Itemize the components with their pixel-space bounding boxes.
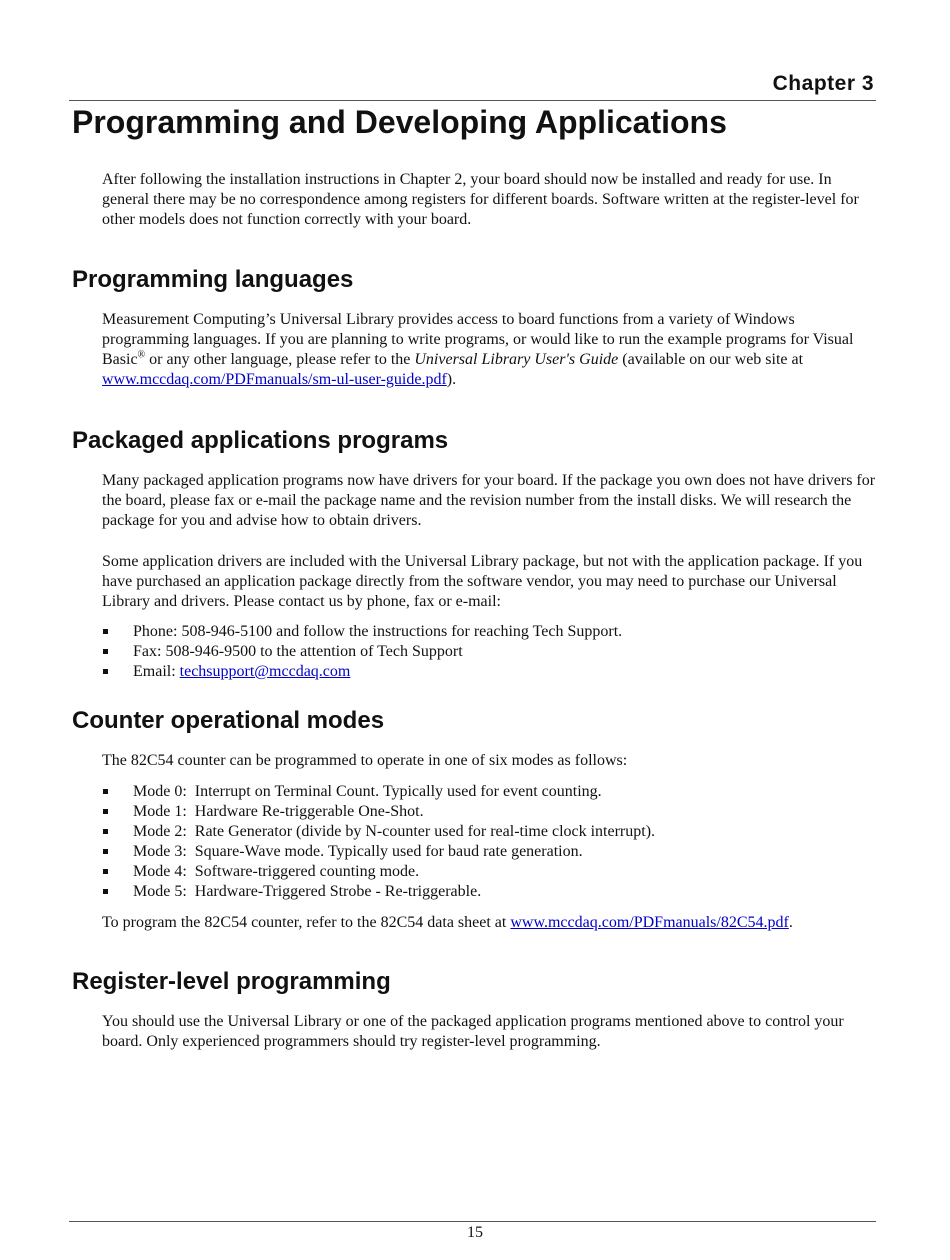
mode-text: Mode 3: Square-Wave mode. Typically used for baud rate generation. [133, 843, 583, 860]
counter-modes-intro: The 82C54 counter can be programmed to operate in one of six modes as follows: [102, 752, 628, 769]
bullet-square-icon [103, 849, 108, 854]
heading-register-level: Register-level programming [72, 968, 391, 995]
contact-phone-text: Phone: 508-946-5100 and follow the instructions for reaching Tech Support. [133, 623, 623, 640]
ul-guide-link[interactable]: www.mccdaq.com/PDFmanuals/sm-ul-user-guide.pdf [102, 371, 447, 388]
mode-text: Mode 1: Hardware Re-triggerable One-Shot. [133, 803, 424, 820]
bullet-square-icon [103, 629, 108, 634]
registered-mark: ® [137, 349, 146, 361]
chapter-title: Programming and Developing Applications [72, 104, 727, 140]
pl-text-3: (available on our web site at [618, 351, 804, 368]
contact-email [102, 662, 877, 682]
bullet-square-icon [103, 809, 108, 814]
heading-counter-modes: Counter operational modes [72, 707, 385, 734]
pl-text-1: Measurement Computing’s Universal Library provides access to board functions from a variety of Windows programming languages. If you are planning to write programs, or would like to run the example programs for Visual Basic [102, 311, 854, 368]
datasheet-period: . [788, 914, 793, 931]
mode-text: Mode 5: Hardware-Triggered Strobe - Re-triggerable. [133, 883, 482, 900]
contact-list [102, 622, 877, 682]
intro-paragraph: After following the installation instructions in Chapter 2, your board should now be installed and ready for use. In general there may be no correspondence among registers for different boards. Software written at the register-level for other models does not function correctly with your board. [102, 171, 859, 228]
programming-languages-paragraph [102, 310, 877, 390]
pl-text-2: or any other language, please refer to the [145, 351, 415, 368]
heading-packaged-applications: Packaged applications programs [72, 427, 449, 454]
footer-rule [69, 1221, 876, 1222]
datasheet-link[interactable]: www.mccdaq.com/PDFmanuals/82C54.pdf [510, 914, 789, 931]
bullet-square-icon [103, 829, 108, 834]
bullet-square-icon [103, 889, 108, 894]
bullet-square-icon [103, 869, 108, 874]
mode-item [102, 822, 877, 842]
mode-item [102, 782, 877, 802]
bullet-square-icon [103, 669, 108, 674]
contact-email-label: Email: [133, 663, 180, 680]
contact-phone [102, 622, 877, 642]
counter-datasheet-paragraph [102, 913, 877, 933]
bullet-square-icon [103, 649, 108, 654]
ul-users-guide-title: Universal Library User's Guide [414, 351, 619, 368]
pl-text-4: ). [446, 371, 457, 388]
counter-modes-list [102, 782, 877, 902]
mode-item [102, 842, 877, 862]
mode-item [102, 802, 877, 822]
contact-fax [102, 642, 877, 662]
bullet-square-icon [103, 789, 108, 794]
mode-item [102, 882, 877, 902]
mode-text: Mode 2: Rate Generator (divide by N-counter used for real-time clock interrupt). [133, 823, 656, 840]
datasheet-text: To program the 82C54 counter, refer to the 82C54 data sheet at [102, 914, 511, 931]
mode-item [102, 862, 877, 882]
register-level-paragraph: You should use the Universal Library or one of the packaged application programs mentioned above to control your board. Only experienced programmers should try register-level programming. [102, 1013, 844, 1050]
contact-fax-text: Fax: 508-946-9500 to the attention of Tech Support [133, 643, 463, 660]
email-link[interactable]: techsupport@mccdaq.com [179, 663, 351, 680]
page-number: 15 [467, 1224, 483, 1241]
mode-text: Mode 4: Software-triggered counting mode. [133, 863, 420, 880]
heading-programming-languages: Programming languages [72, 266, 354, 293]
chapter-label: Chapter 3 [772, 72, 874, 95]
packaged-apps-paragraph-2: Some application drivers are included with the Universal Library package, but not with the application package. If you have purchased an application package directly from the software vendor, you may need to purchase our Universal Library and drivers. Please contact us by phone, fax or e-mail: [102, 553, 863, 610]
packaged-apps-paragraph-1: Many packaged application programs now have drivers for your board. If the package you own does not have drivers for the board, please fax or e-mail the package name and the revision number from the install disks. We will research the package for you and advise how to obtain drivers. [102, 472, 876, 529]
mode-text: Mode 0: Interrupt on Terminal Count. Typically used for event counting. [133, 783, 602, 800]
